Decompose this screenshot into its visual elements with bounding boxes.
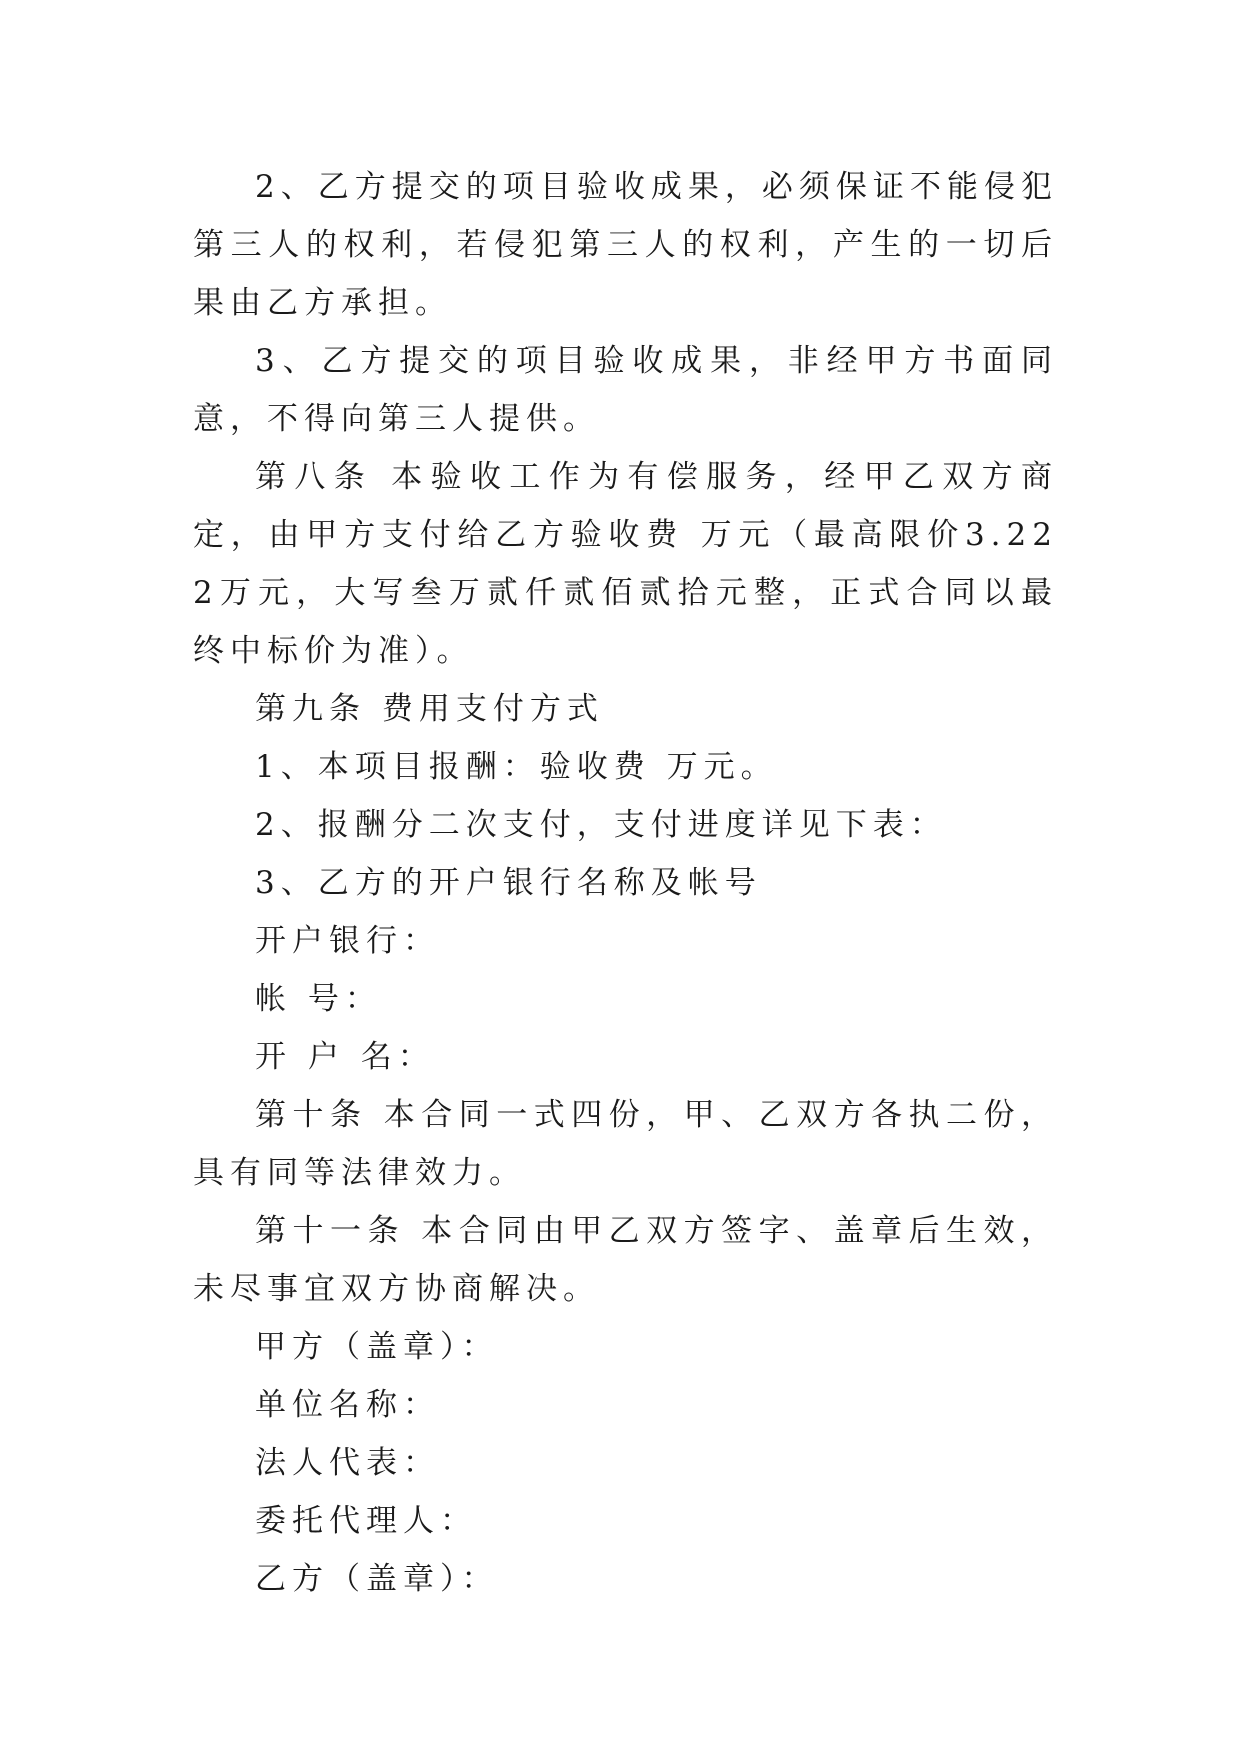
authorized-agent-field: 委托代理人： [255, 1503, 477, 1539]
contract-body [193, 158, 1058, 1608]
account-number-field: 帐 号： [255, 981, 382, 1017]
article-11-paragraph: 第十一条 本合同由甲乙双方签字、盖章后生效，未尽事宜双方协商解决。 [193, 1213, 1058, 1307]
payment-item-1: 1、本项目报酬：验收费 万元。 [255, 749, 778, 785]
article-9-heading: 第九条 费用支付方式 [255, 691, 604, 727]
clause-3-paragraph: 3、乙方提交的项目验收成果，非经甲方书面同意，不得向第三人提供。 [193, 343, 1058, 437]
legal-representative-field: 法人代表： [255, 1445, 440, 1481]
payment-item-3: 3、乙方的开户银行名称及帐号 [255, 865, 762, 901]
party-b-seal-field: 乙方（盖章）： [255, 1561, 499, 1597]
party-a-seal-field: 甲方（盖章）： [255, 1329, 499, 1365]
article-8-paragraph: 第八条 本验收工作为有偿服务，经甲乙双方商定，由甲方支付给乙方验收费 万元（最高限价3.222万元，大写叁万贰仟贰佰贰拾元整，正式合同以最终中标价为准）。 [193, 459, 1058, 669]
article-10-paragraph: 第十条 本合同一式四份，甲、乙双方各执二份，具有同等法律效力。 [193, 1097, 1058, 1191]
clause-2-paragraph: 2、乙方提交的项目验收成果，必须保证不能侵犯第三人的权利，若侵犯第三人的权利，产生的一切后果由乙方承担。 [193, 169, 1058, 321]
organization-name-field: 单位名称： [255, 1387, 440, 1423]
account-holder-field: 开 户 名： [255, 1039, 435, 1075]
bank-name-field: 开户银行： [255, 923, 440, 959]
payment-item-2: 2、报酬分二次支付，支付进度详见下表： [255, 807, 947, 843]
